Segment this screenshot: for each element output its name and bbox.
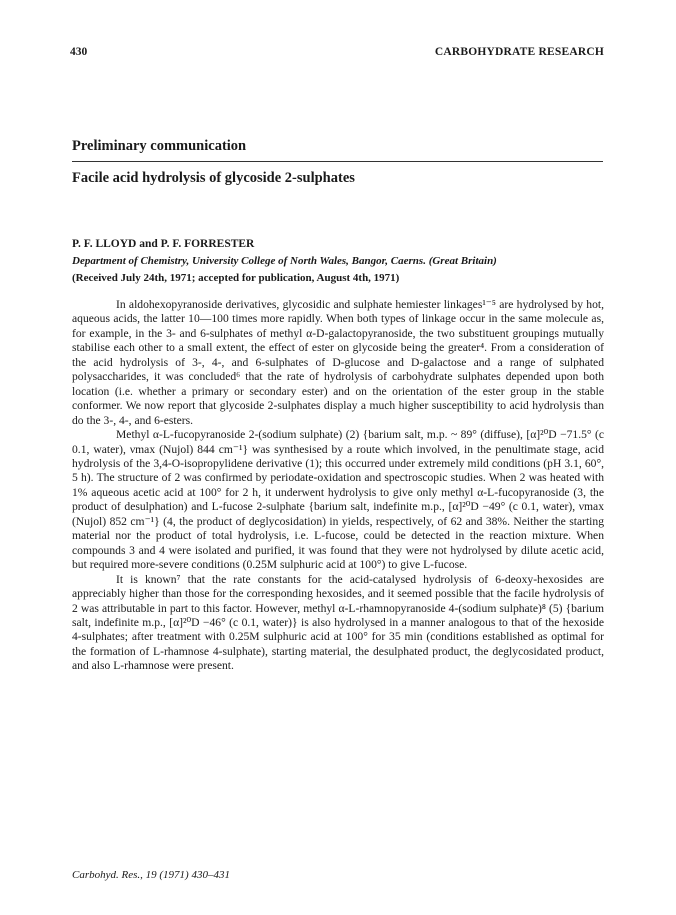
journal-citation-footer: Carbohyd. Res., 19 (1971) 430–431 bbox=[72, 869, 230, 881]
page-number: 430 bbox=[70, 46, 88, 58]
body-paragraph: In aldohexopyranoside derivatives, glycosidic and sulphate hemiester linkages¹⁻⁵ are hydrolysed by hot, aqueous acids, the latter 10—100 times more rapidly. When both types of linkage occur in the same molecule as, for example, in the 3- and 6-sulphates of methyl α-D-galactopyranoside, the two substituent groupings mutually stabilise each other to a small extent, the effect of ester on glycoside being the greater⁴. From a consideration of the acid hydrolysis of 3-, 4-, and 6-sulphates of D-glucose and D-galactose and a range of sulphated polysaccharides, it was concluded⁶ that the rate of hydrolysis of carbohydrate sulphates depended upon both location (i.e. whether a primary or secondary ester) and on the orientation of the ester group in the stable conformer. We now report that glycoside 2-sulphates display a much higher susceptibility to acid hydrolysis than do the 3-, 4-, and 6-esters. bbox=[72, 298, 604, 427]
article-title: Facile acid hydrolysis of glycoside 2-sulphates bbox=[72, 170, 355, 186]
running-header bbox=[70, 46, 604, 62]
body-paragraph: It is known⁷ that the rate constants for the acid-catalysed hydrolysis of 6-deoxy-hexosides are appreciably higher than those for the corresponding hexosides, and it seemed possible that the facile hydrolysis of 2 was attributable in part to this factor. However, methyl α-L-rhamnopyranoside 4-(sodium sulphate)⁸ (5) {barium salt, indefinite m.p., [α]²⁰D −46° (c 0.1, water)} is also hydrolysed in a manner analogous to that of the hexoside 4-sulphates; after treatment with 0.25M sulphuric acid at 100° for 35 min (conditions established as optimal for the formation of L-rhamnose 4-sulphate), starting material, the desulphated product, the deglycosidated product, and also L-rhamnose were present. bbox=[72, 572, 604, 673]
received-dates: (Received July 24th, 1971; accepted for publication, August 4th, 1971) bbox=[72, 272, 400, 284]
author-affiliation: Department of Chemistry, University College of North Wales, Bangor, Caerns. (Great Britain) bbox=[72, 255, 497, 267]
article-body bbox=[72, 298, 604, 674]
title-divider bbox=[72, 161, 603, 162]
author-list: P. F. LLOYD and P. F. FORRESTER bbox=[72, 238, 255, 250]
journal-name: CARBOHYDRATE RESEARCH bbox=[434, 46, 604, 58]
section-label: Preliminary communication bbox=[72, 138, 247, 154]
body-paragraph: Methyl α-L-fucopyranoside 2-(sodium sulphate) (2) {barium salt, m.p. ~ 89° (diffuse), [α]²⁰D −71.5° (c 0.1, water), νmax (Nujol) 844 cm⁻¹} was synthesised by a route which involved, in the penultimate stage, acid hydrolysis of the 3,4-O-isopropylidene derivative (1); this occurred under extremely mild conditions (pH 3.1, 60°, 5 h). The structure of 2 was confirmed by periodate-oxidation and spectroscopic studies. When 2 was heated with 1% aqueous acetic acid at 100° for 2 h, it underwent hydrolysis to give only methyl α-L-fucopyranoside (3, the product of desulphation) and L-fucose 2-sulphate {barium salt, indefinite m.p., [α]²⁰D −49° (c 0.1, water), νmax (Nujol) 852 cm⁻¹} (4, the product of deglycosidation) in yields, respectively, of 62 and 38%. Neither the starting material nor the product of total hydrolysis, i.e. L-fucose, could be detected in the reaction mixture. When compounds 3 and 4 were isolated and purified, it was found that they were not hydrolysed by dilute acetic acid, but required more-severe conditions (0.25M sulphuric acid at 100°) to give L-fucose. bbox=[72, 428, 604, 572]
